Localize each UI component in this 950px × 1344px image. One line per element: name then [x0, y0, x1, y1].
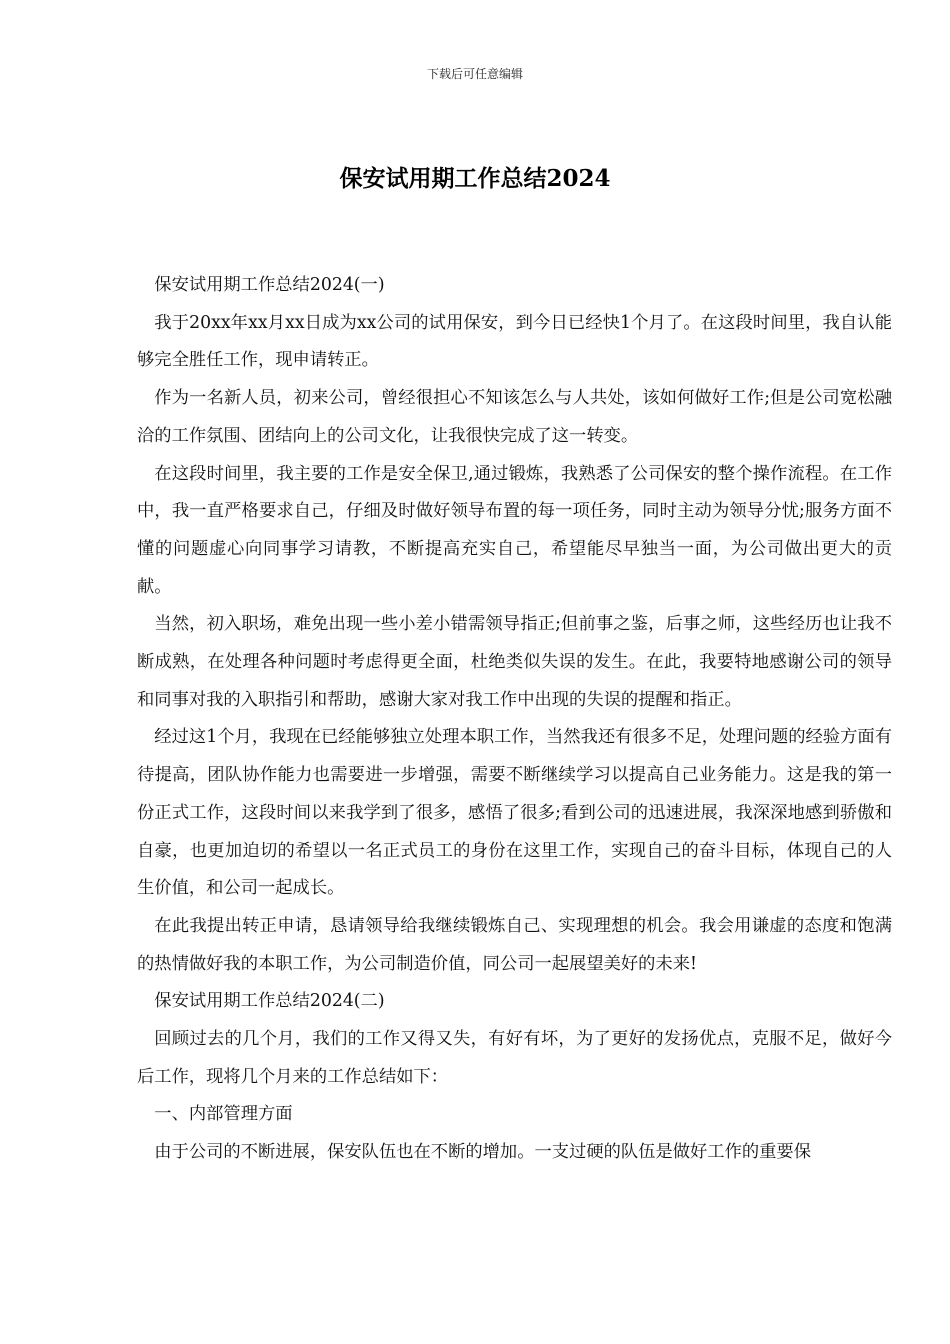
paragraph: 当然，初入职场，难免出现一些小差小错需领导指正;但前事之鉴，后事之师，这些经历也让我不断成熟，在处理各种问题时考虑得更全面，杜绝类似失误的发生。在此，我要特地感谢公司的领导和同事对我的入职指引和帮助，感谢大家对我工作中出现的失误的提醒和指正。: [137, 614, 892, 710]
paragraph: 在此我提出转正申请，恳请领导给我继续锻炼自己、实现理想的机会。我会用谦虚的态度和饱满的热情做好我的本职工作，为公司制造价值，同公司一起展望美好的未来!: [137, 915, 892, 974]
paragraph: 在这段时间里，我主要的工作是安全保卫,通过锻炼，我熟悉了公司保安的整个操作流程。在工作中，我一直严格要求自己，仔细及时做好领导布置的每一项任务，同时主动为领导分忧;服务方面不懂的问题虚心向同事学习请教，不断提高充实自己，希望能尽早独当一面，为公司做出更大的贡献。: [137, 463, 892, 597]
section-heading-2: 保安试用期工作总结2024(二): [154, 991, 385, 1012]
document-body: [137, 267, 892, 1172]
paragraph: 我于20xx年xx月xx日成为xx公司的试用保安，到今日已经快1个月了。在这段时间里，我自认能够完全胜任工作，现申请转正。: [137, 312, 892, 371]
document-title: 保安试用期工作总结2024: [339, 165, 611, 192]
subsection-heading: 一、内部管理方面: [154, 1104, 293, 1125]
header-note: 下载后可任意编辑: [426, 67, 523, 81]
paragraph: 作为一名新人员，初来公司，曾经很担心不知该怎么与人共处，该如何做好工作;但是公司宽松融洽的工作氛围、团结向上的公司文化，让我很快完成了这一转变。: [137, 388, 892, 446]
paragraph: 回顾过去的几个月，我们的工作又得又失，有好有坏，为了更好的发扬优点，克服不足，做好今后工作，现将几个月来的工作总结如下：: [137, 1029, 892, 1087]
paragraph: 由于公司的不断进展，保安队伍也在不断的增加。一支过硬的队伍是做好工作的重要保: [154, 1142, 811, 1163]
section-heading-1: 保安试用期工作总结2024(一): [154, 275, 385, 295]
paragraph: 经过这1个月，我现在已经能够独立处理本职工作，当然我还有很多不足，处理问题的经验方面有待提高，团队协作能力也需要进一步增强，需要不断继续学习以提高自己业务能力。这是我的第一份正式工作，这段时间以来我学到了很多，感悟了很多;看到公司的迅速进展，我深深地感到骄傲和自豪，也更加迫切的希望以一名正式员工的身份在这里工作，实现自己的奋斗目标，体现自己的人生价值，和公司一起成长。: [137, 727, 892, 899]
